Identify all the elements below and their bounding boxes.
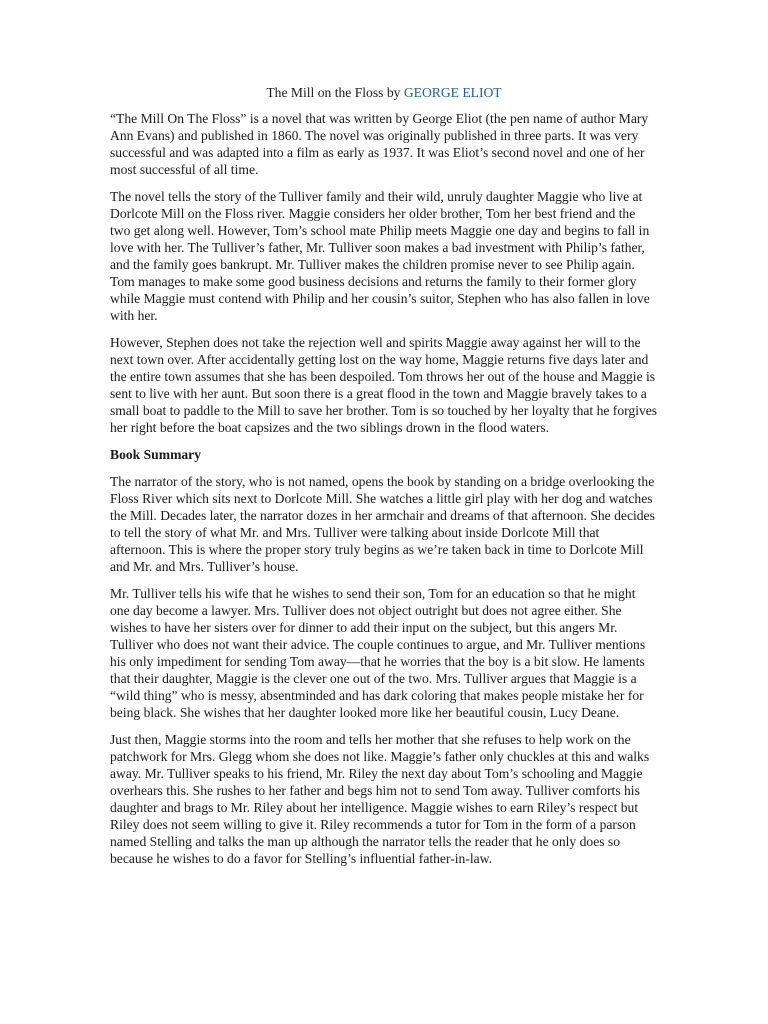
- title-text: The Mill on the Floss by: [266, 85, 404, 100]
- intro-paragraph-3: However, Stephen does not take the rejection well and spirits Maggie away against her will to the next town over. After accidentally getting lost on the way home, Maggie returns five days later and the entire town assumes that she has been despoiled. Tom throws her out of the house and Maggie is sent to live with her aunt. But soon there is a great flood in the town and Maggie bravely takes to a small boat to paddle to the Mill to save her brother. Tom is so touched by her loyalty that he forgives her right before the boat capsizes and the two siblings drown in the flood waters.: [110, 335, 658, 435]
- section-heading: Book Summary: [110, 447, 202, 462]
- summary-paragraph-2: Mr. Tulliver tells his wife that he wishes to send their son, Tom for an education so that he might one day become a lawyer. Mrs. Tulliver does not object outright but does not agree either. She wishes to have her sisters over for dinner to add their input on the subject, but this angers Mr. Tulliver who does not want their advice. The couple continues to argue, and Mr. Tulliver mentions his only impediment for sending Tom away—that he worries that the boy is a bit slow. He laments that their daughter, Maggie is the clever one out of the two. Mrs. Tulliver argues that Maggie is a “wild thing” who is messy, absentminded and has dark coloring that makes people mistake her for being black. She wishes that her daughter looked more like her beautiful cousin, Lucy Deane.: [110, 586, 646, 720]
- summary-paragraph-3: Just then, Maggie storms into the room and tells her mother that she refuses to help work on the patchwork for Mrs. Glegg whom she does not like. Maggie’s father only chuckles at this and walks away. Mr. Tulliver speaks to his friend, Mr. Riley the next day about Tom’s schooling and Maggie overhears this. She rushes to her father and begs him not to send Tom away. Tulliver comforts his daughter and brags to Mr. Riley about her intelligence. Maggie wishes to earn Riley’s respect but Riley does not seem willing to give it. Riley recommends a tutor for Tom in the form of a parson named Stelling and talks the man up although the narrator tells the reader that he only does so because he wishes to do a favor for Stelling’s influential father-in-law.: [110, 732, 650, 866]
- author-link[interactable]: GEORGE ELIOT: [403, 85, 502, 100]
- document-title: [110, 84, 658, 102]
- intro-paragraph-1: “The Mill On The Floss” is a novel that was written by George Eliot (the pen name of author Mary Ann Evans) and published in 1860. The novel was originally published in three parts. It was very successful and was adapted into a film as early as 1937. It was Eliot’s second novel and one of her most successful of all time.: [110, 111, 649, 177]
- intro-paragraph-2: The novel tells the story of the Tulliver family and their wild, unruly daughter Maggie who live at Dorlcote Mill on the Floss river. Maggie considers her older brother, Tom her best friend and the two get along well. However, Tom’s school mate Philip meets Maggie one day and begins to fall in love with her. The Tulliver’s father, Mr. Tulliver soon makes a bad investment with Philip’s father, and the family goes bankrupt. Mr. Tulliver makes the children promise never to see Philip again. Tom manages to make some good business decisions and returns the family to their former glory while Maggie must contend with Philip and her cousin’s suitor, Stephen who has also fallen in love with her.: [110, 189, 650, 323]
- summary-paragraph-1: The narrator of the story, who is not named, opens the book by standing on a bridge overlooking the Floss River which sits next to Dorlcote Mill. She watches a little girl play with her dog and watches the Mill. Decades later, the narrator dozes in her armchair and dreams of that afternoon. She decides to tell the story of what Mr. and Mrs. Tulliver were talking about inside Dorlcote Mill that afternoon. This is where the proper story truly begins as we’re taken back in time to Dorlcote Mill and Mr. and Mrs. Tulliver’s house.: [110, 474, 655, 574]
